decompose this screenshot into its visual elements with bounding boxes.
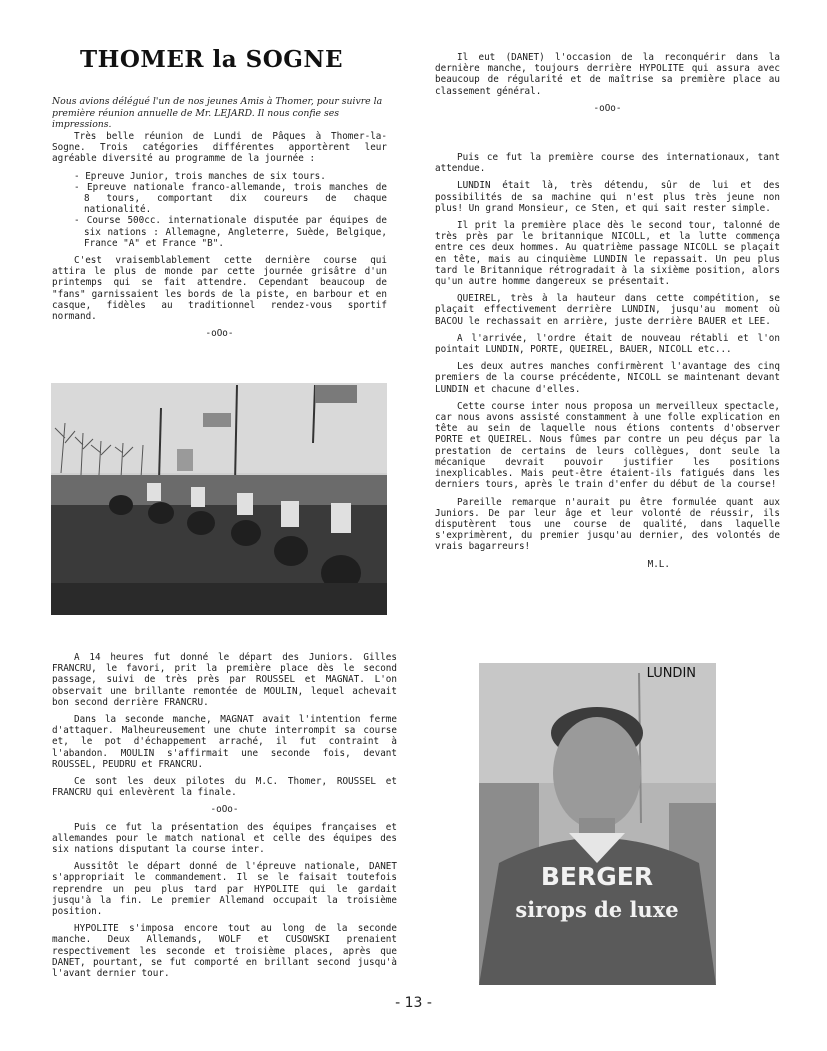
race-start-photo — [51, 383, 387, 615]
list-item: - Course 500cc. internationale disputée par équipes de six nations : Allemagne, Angleterre, Suède, Belgique, France "A" et France "B". — [74, 215, 387, 249]
event-list — [52, 171, 387, 249]
jersey-text-line2: sirops de luxe — [515, 897, 679, 922]
paragraph: Très belle réunion de Lundi de Pâques à Thomer-la-Sogne. Trois catégories différentes apportèrent leur agréable diversité au programme de la journée : — [52, 131, 387, 165]
photo-caption: LUNDIN — [646, 666, 696, 681]
paragraph: C'est vraisemblablement cette dernière course qui attira le plus de monde par cette journée grisâtre d'un printemps qui se fait attendre. Cependant beaucoup de "fans" garnissaient les bords de la piste, en barbour et en casque, fidèles au traditionnel rendez-vous sportif normand. — [52, 255, 387, 323]
column-right-top — [435, 52, 780, 576]
paragraph: Puis ce fut la première course des internationaux, tant attendue. — [435, 152, 780, 175]
section-separator: -oOo- — [205, 328, 234, 340]
paragraph: Il prit la première place dès le second tour, talonné de très près par le britannique NICOLL, et la lutte commença entre ces deux hommes. Au quatrième passage NICOLL se plaçait en tête, mais au cinquième LUNDIN le repassait. Un peu plus tard le Britannique rétrogradait à la sixième position, alors qu'un autre homme dangereux se présentait. — [435, 220, 780, 288]
list-item: - Epreuve Junior, trois manches de six tours. — [74, 170, 326, 182]
paragraph: Puis ce fut la présentation des équipes françaises et allemandes pour le match national et celle des équipes des six nations disputant la course inter. — [52, 821, 397, 856]
paragraph: Pareille remarque n'aurait pu être formulée quant aux Juniors. De par leur âge et leur volonté de réussir, ils disputèrent tous une course de qualité, dans laquelle s'exprimèrent, du premier jusqu'au dernier, des volontés de vrais bagarreurs! — [435, 496, 780, 553]
paragraph: A 14 heures fut donné le départ des Juniors. Gilles FRANCRU, le favori, prit la première place dès le second passage, suivi de très près par ROUSSEL et MAGNAT. L'on observait une brillante remontée de MOULIN, lequel achevait bon second derrière FRANCRU. — [52, 652, 397, 708]
paragraph: LUNDIN était là, très détendu, sûr de lui et des possibilités de sa machine qui n'est plus très jeune non plus! Un grand Monsieur, ce Sten, et qui sait rester simple. — [435, 180, 780, 214]
page-number: - 13 - — [395, 995, 432, 1011]
paragraph: Il eut (DANET) l'occasion de la reconquérir dans la dernière manche, toujours derrière HYPOLITE qui assura avec beaucoup de régularité et de maîtrise sa première place au classement général. — [435, 52, 780, 97]
paragraph: Dans la seconde manche, MAGNAT avait l'intention ferme d'attaquer. Malheureusement une chute interrompit sa course et, le pot d'échappement arraché, il fut contraint à l'abandon. MOULIN s'affirmait une seconde fois, devant ROUSSEL, PEUDRU et FRANCRU. — [52, 714, 397, 770]
lundin-portrait-photo — [479, 663, 716, 985]
paragraph: HYPOLITE s'imposa encore tout au long de la seconde manche. Deux Allemands, WOLF et CUSOWSKI prenaient respectivement les seconde et troisième places, après que DANET, pourtant, se fut comporté en brillant second jusqu'à l'avant dernier tour. — [52, 923, 397, 980]
paragraph: A l'arrivée, l'ordre était de nouveau rétabli et l'on pointait LUNDIN, PORTE, QUEIREL, BAUER, NICOLL etc... — [435, 332, 780, 356]
paragraph: Ce sont les deux pilotes du M.C. Thomer, ROUSSEL et FRANCRU qui enlevèrent la finale. — [52, 776, 397, 799]
list-item: - Epreuve nationale franco-allemande, trois manches de 8 tours, comportant dix coureurs de chaque nationalité. — [74, 181, 387, 216]
paragraph: Cette course inter nous proposa un merveilleux spectacle, car nous avons assisté constamment à une folle explication en tête au sein de laquelle nous étions contents d'observer PORTE et QUEIREL. Nous fûmes par contre un peu déçus par la prestation de certains de leurs collègues, dont seule la mécanique devrait pouvoir justifier les positions inexplicables. Mais peut-être étaient-ils fatigués dans les derniers tours, après le train d'enfer du début de la course! — [435, 400, 780, 491]
jersey-text-line1: BERGER — [540, 862, 654, 891]
column-left-top — [52, 131, 387, 345]
spacer — [435, 120, 780, 152]
article-intro: Nous avions délégué l'un de nos jeunes Amis à Thomer, pour suivre la première réunion annuelle de Mr. LEJARD. Il nous confie ses impressions. — [52, 96, 383, 131]
paragraph: Les deux autres manches confirmèrent l'avantage des cinq premiers de la course précédente, NICOLL se maintenant devant LUNDIN et chacune d'elles. — [435, 361, 780, 395]
section-separator: -oOo- — [210, 804, 239, 816]
lundin-portrait-illustration — [479, 663, 716, 985]
article-title: THOMER la SOGNE — [80, 46, 343, 73]
race-start-illustration — [51, 383, 387, 615]
column-left-bottom — [52, 652, 397, 985]
author-signature: M.L. — [647, 558, 670, 570]
paragraph: QUEIREL, très à la hauteur dans cette compétition, se plaçait effectivement derrière LUNDIN, jusqu'au moment où BACOU le rechassait en arrière, juste derrière BAUER et LEE. — [435, 293, 780, 327]
section-separator: -oOo- — [593, 102, 622, 114]
paragraph: Aussitôt le départ donné de l'épreuve nationale, DANET s'appropriait le commandement. Il se le faisait toutefois reprendre un peu plus tard par HYPOLITE qui le gardait jusqu'à la fin. Le premier Allemand occupait la troisième position. — [52, 861, 397, 918]
